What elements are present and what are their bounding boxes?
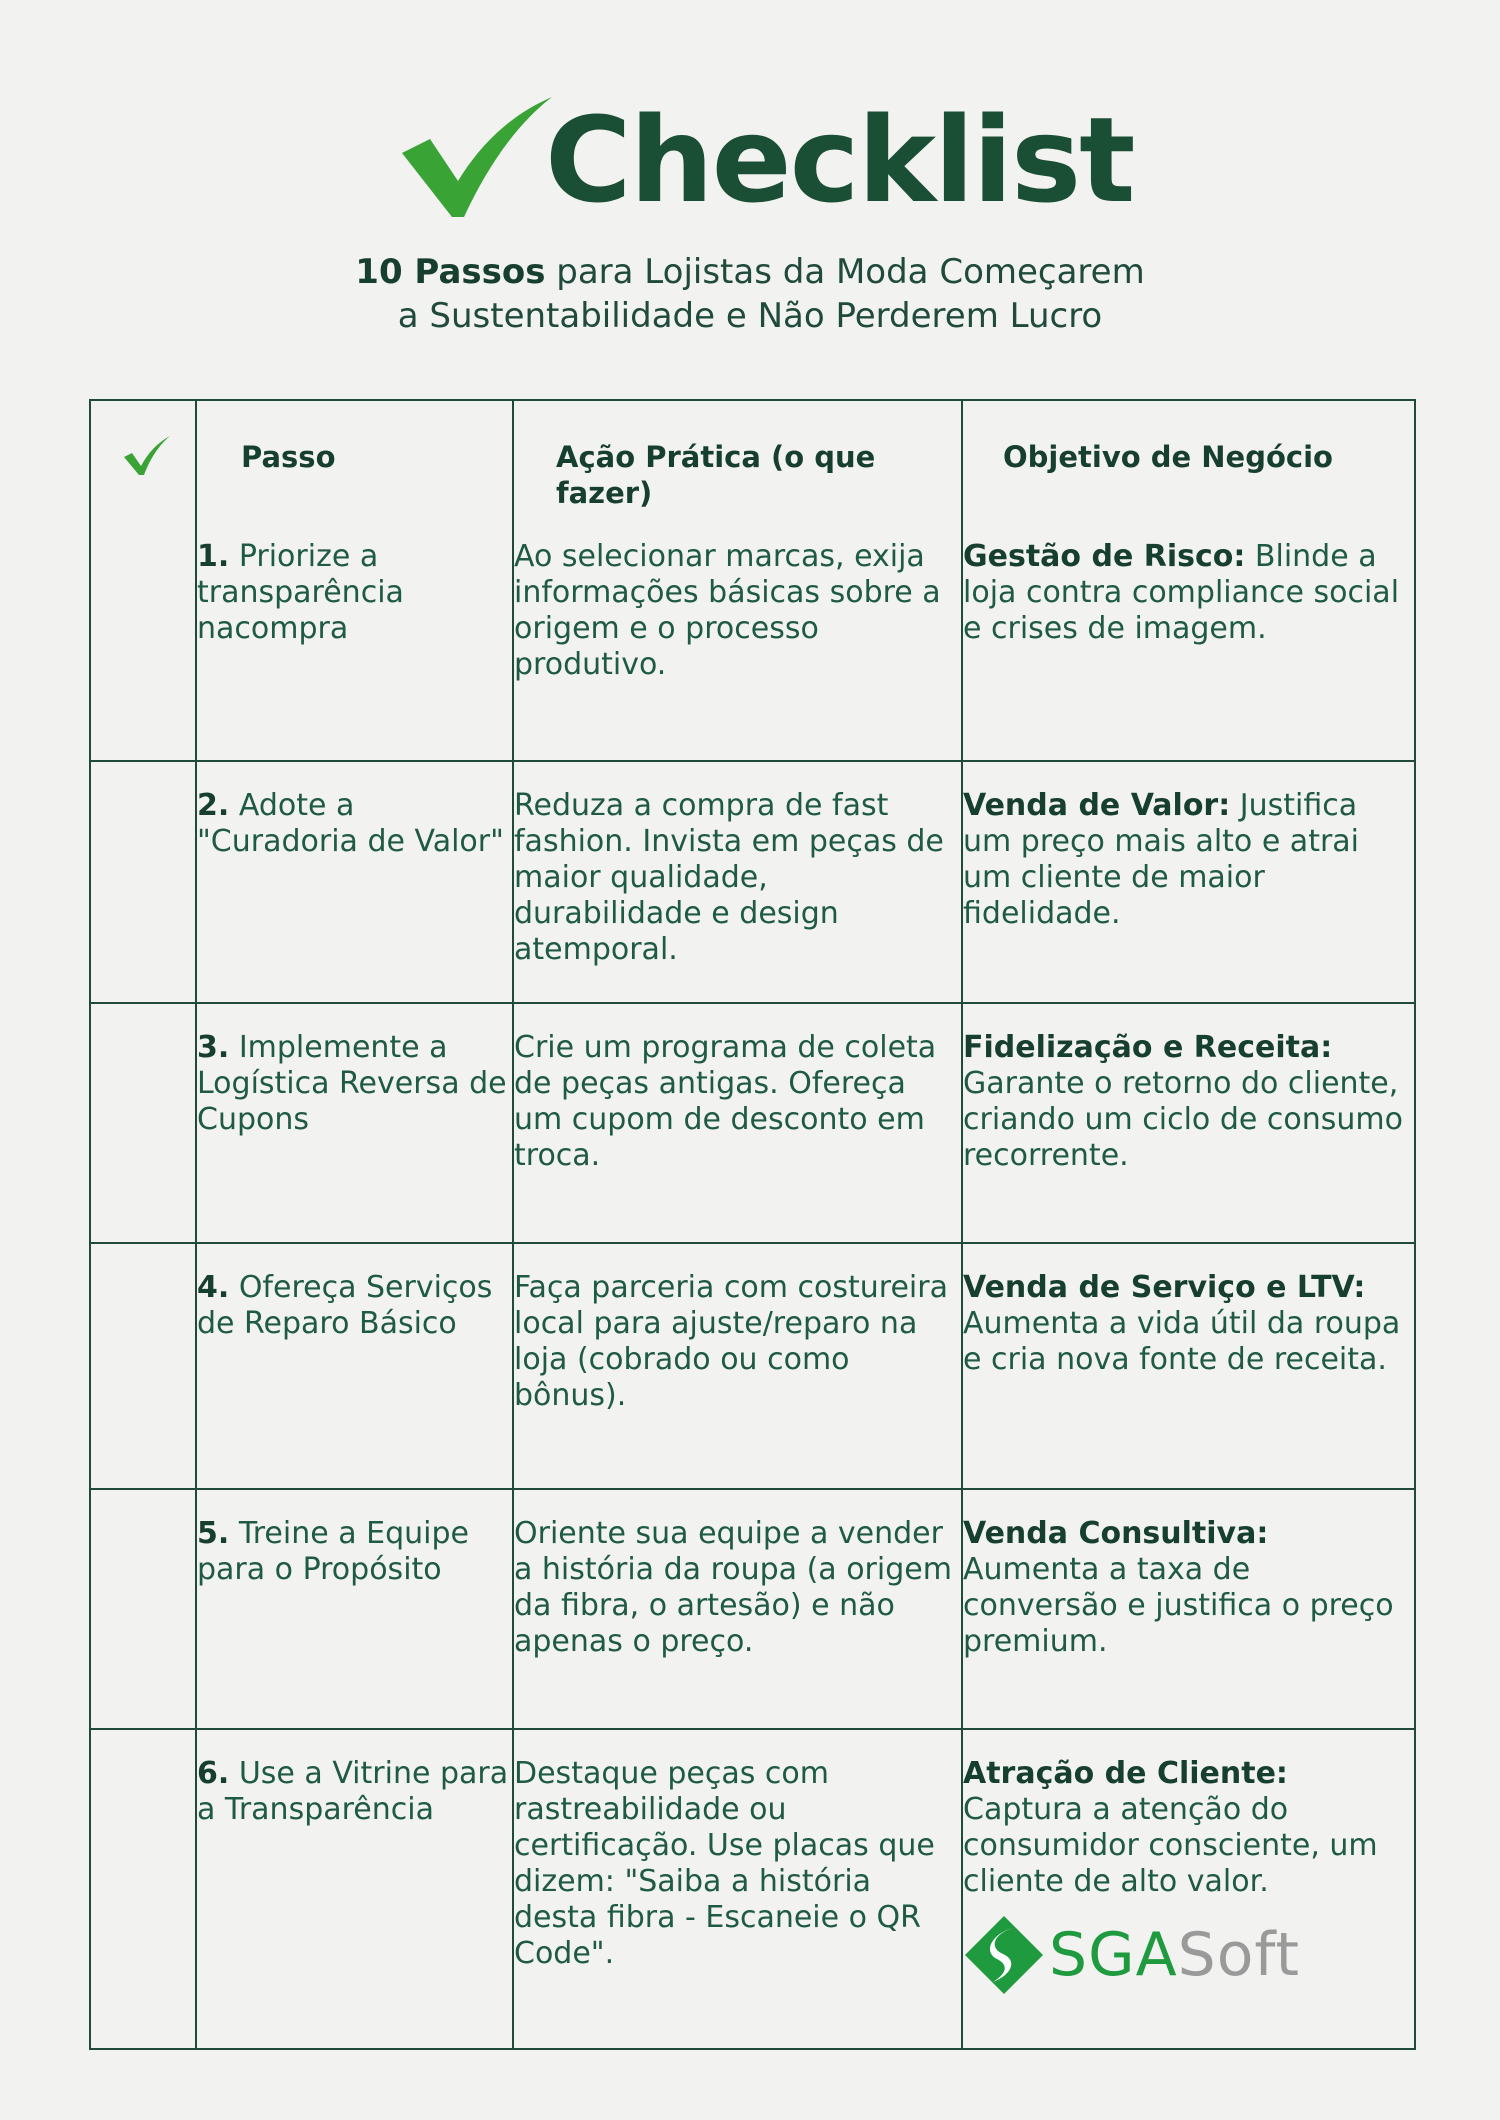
action-cell: Crie um programa de coleta de peças antigas. Ofereça um cupom de desconto em troca. bbox=[513, 1003, 962, 1243]
goal-text: Blinde a loja contra compliance social e crises de imagem. bbox=[963, 539, 1400, 646]
goal-label: Gestão de Risco: bbox=[963, 539, 1246, 574]
checkbox-cell[interactable] bbox=[90, 1729, 196, 2049]
goal-text: Justifica um preço mais alto e atrai um cliente de maior fidelidade. bbox=[963, 788, 1360, 931]
checkbox-cell[interactable] bbox=[90, 539, 196, 761]
checkbox-cell[interactable] bbox=[90, 1489, 196, 1729]
checkmark-icon bbox=[400, 95, 560, 220]
step-cell bbox=[196, 1243, 513, 1489]
table-row bbox=[90, 1003, 1415, 1243]
action-cell: Faça parceria com costureira local para ajuste/reparo na loja (cobrado ou como bônus). bbox=[513, 1243, 962, 1489]
action-cell: Reduza a compra de fast fashion. Invista em peças de maior qualidade, durabilidade e design atemporal. bbox=[513, 761, 962, 1003]
table-row bbox=[90, 1729, 1415, 2049]
step-text: Use a Vitrine para a Transparência bbox=[197, 1756, 509, 1827]
sgasoft-logo bbox=[963, 1914, 1414, 1996]
table-row bbox=[90, 539, 1415, 761]
goal-text: Aumenta a vida útil da roupa e cria nova fonte de receita. bbox=[963, 1306, 1401, 1377]
goal-cell bbox=[962, 539, 1415, 761]
checkbox-cell[interactable] bbox=[90, 1003, 196, 1243]
goal-cell bbox=[962, 1243, 1415, 1489]
step-text: Treine a Equipe para o Propósito bbox=[197, 1516, 469, 1587]
table-row bbox=[90, 1243, 1415, 1489]
table-row bbox=[90, 1489, 1415, 1729]
logo-text-soft: Soft bbox=[1177, 1920, 1301, 1990]
page-title: Checklist bbox=[545, 91, 1134, 229]
checkbox-cell[interactable] bbox=[90, 761, 196, 1003]
checklist-table bbox=[89, 399, 1416, 2050]
step-text: Implemente a Logística Reversa de Cupons bbox=[197, 1030, 507, 1137]
column-header-goal: Objetivo de Negócio bbox=[962, 400, 1415, 539]
goal-cell bbox=[962, 1489, 1415, 1729]
goal-text: Captura a atenção do consumidor consciente, um cliente de alto valor. bbox=[963, 1792, 1378, 1899]
goal-cell bbox=[962, 761, 1415, 1003]
action-cell: Ao selecionar marcas, exija informações básicas sobre a origem e o processo produtivo. bbox=[513, 539, 962, 761]
table-row bbox=[90, 761, 1415, 1003]
step-text: Ofereça Serviços de Reparo Básico bbox=[197, 1270, 493, 1341]
goal-label: Atração de Cliente: bbox=[963, 1756, 1288, 1791]
step-number: 1. bbox=[197, 539, 230, 574]
step-number: 2. bbox=[197, 788, 230, 823]
step-number: 3. bbox=[197, 1030, 230, 1065]
goal-label: Venda de Valor: bbox=[963, 788, 1231, 823]
header-check-cell bbox=[90, 400, 196, 539]
step-number: 6. bbox=[197, 1756, 230, 1791]
subtitle-line1: para Lojistas da Moda Começarem bbox=[545, 252, 1145, 292]
step-cell bbox=[196, 539, 513, 761]
subtitle-line2: a Sustentabilidade e Não Perderem Lucro bbox=[397, 296, 1103, 336]
goal-label: Venda Consultiva: bbox=[963, 1516, 1269, 1551]
check-icon bbox=[123, 435, 171, 477]
step-number: 5. bbox=[197, 1516, 230, 1551]
step-cell bbox=[196, 1003, 513, 1243]
goal-text: Garante o retorno do cliente, criando um ciclo de consumo recorrente. bbox=[963, 1066, 1403, 1173]
step-cell bbox=[196, 1489, 513, 1729]
logo-text-sga: SGA bbox=[1049, 1920, 1178, 1990]
goal-text: Aumenta a taxa de conversão e justifica o preço premium. bbox=[963, 1552, 1394, 1659]
step-text: Adote a "Curadoria de Valor" bbox=[197, 788, 504, 859]
goal-cell bbox=[962, 1003, 1415, 1243]
column-header-action: Ação Prática (o que fazer) bbox=[513, 400, 962, 539]
subtitle bbox=[0, 250, 1500, 338]
sgasoft-logo-icon bbox=[963, 1914, 1045, 1996]
goal-label: Fidelização e Receita: bbox=[963, 1030, 1333, 1065]
column-header-step: Passo bbox=[196, 400, 513, 539]
goal-cell bbox=[962, 1729, 1415, 2049]
subtitle-bold: 10 Passos bbox=[355, 252, 546, 292]
action-cell: Destaque peças com rastreabilidade ou certificação. Use placas que dizem: "Saiba a história desta fibra - Escaneie o QR Code". bbox=[513, 1729, 962, 2049]
step-number: 4. bbox=[197, 1270, 230, 1305]
step-text: Priorize a transparência nacompra bbox=[197, 539, 404, 646]
step-cell bbox=[196, 761, 513, 1003]
checkbox-cell[interactable] bbox=[90, 1243, 196, 1489]
title-row bbox=[400, 90, 1160, 230]
table-header-row bbox=[90, 400, 1415, 539]
goal-label: Venda de Serviço e LTV: bbox=[963, 1270, 1366, 1305]
step-cell bbox=[196, 1729, 513, 2049]
action-cell: Oriente sua equipe a vender a história da roupa (a origem da fibra, o artesão) e não apenas o preço. bbox=[513, 1489, 962, 1729]
